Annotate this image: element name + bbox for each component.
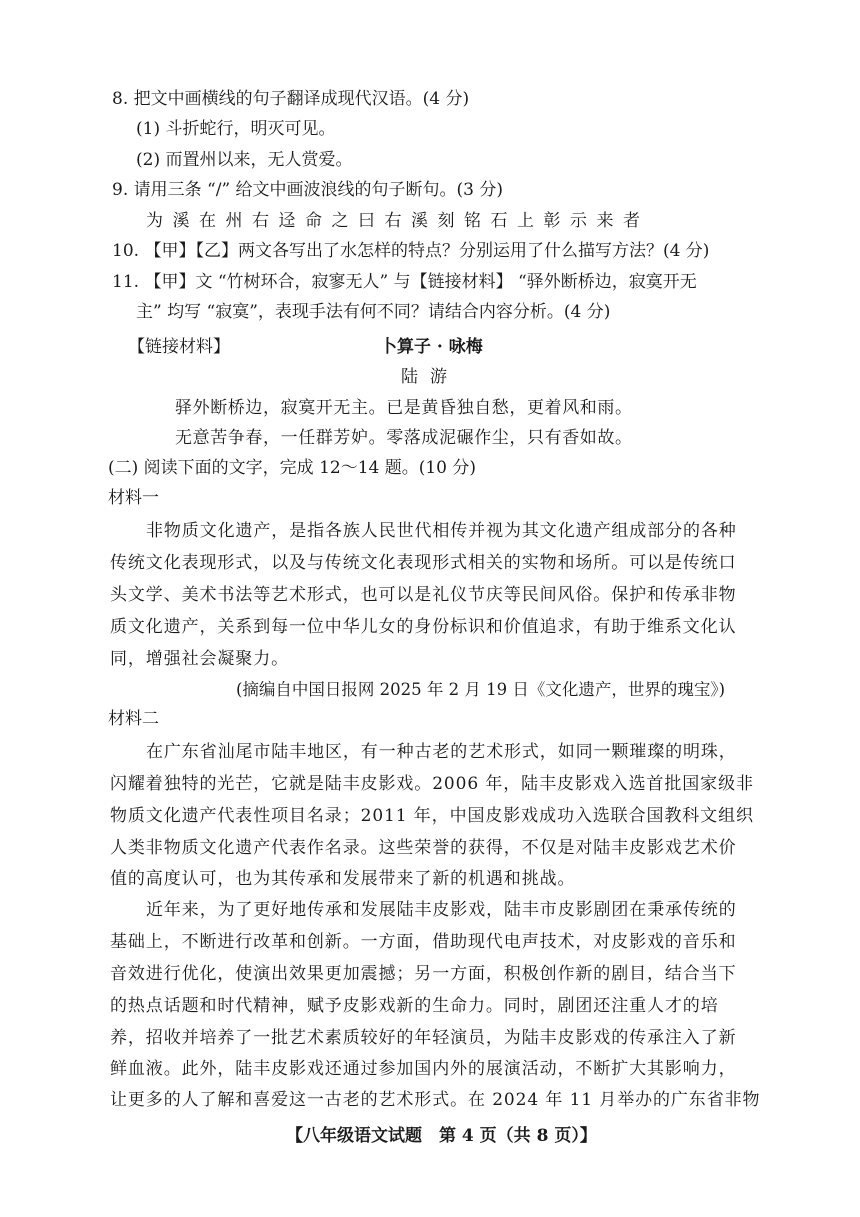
material-2-para-1-line: 闪耀着独特的光芒，它就是陆丰皮影戏。2006 年，陆丰皮影戏入选首批国家级非 (110, 774, 754, 794)
poem-line-2: 无意苦争春，一任群芳妒。零落成泥碾作尘，只有香如故。 (175, 428, 633, 448)
link-material-label: 【链接材料】 (128, 337, 230, 357)
material-2-para-2-line: 鲜血液。此外，陆丰皮影戏还通过参加国内外的展演活动，不断扩大其影响力， (110, 1059, 737, 1079)
material-2-para-1-line: 物质文化遗产代表性项目名录；2011 年，中国皮影戏成功入选联合国教科文组织 (110, 806, 754, 826)
material-1-line: 头文学、美术书法等艺术形式，也可以是礼仪节庆等民间风俗。保护和传承非物 (110, 585, 737, 605)
material-2-para-1-line: 在广东省汕尾市陆丰地区，有一种古老的艺术形式，如同一颗璀璨的明珠， (146, 742, 737, 762)
material-2-para-1-line: 值的高度认可，也为其传承和发展带来了新的机遇和挑战。 (110, 869, 576, 889)
material-2-para-2-line: 让更多的人了解和喜爱这一古老的艺术形式。在 2024 年 11 月举办的广东省非物 (110, 1090, 761, 1110)
question-11-stem-line1: 11. 【甲】文 “竹树环合，寂寥无人” 与【链接材料】 “驿外断桥边，寂寞开无 (112, 272, 697, 292)
poem-line-1: 驿外断桥边，寂寞开无主。已是黄昏独自愁，更着风和雨。 (175, 398, 633, 418)
section-2-header: (二) 阅读下面的文字，完成 12～14 题。(10 分) (108, 458, 477, 478)
question-9-sentence: 为溪在州右迳命之曰右溪刻铭石上彰示来者 (146, 211, 650, 231)
question-8-stem: 8. 把文中画横线的句子翻译成现代汉语。(4 分) (112, 89, 470, 109)
question-8-item-2: (2) 而置州以来，无人赏爱。 (136, 150, 353, 170)
material-2-para-2-line: 音效进行优化，使演出效果更加震撼；另一方面，积极创作新的剧目，结合当下 (110, 964, 737, 984)
material-1-line: 传统文化表现形式，以及与传统文化表现形式相关的实物和场所。可以是传统口 (110, 553, 737, 573)
material-2-para-1-line: 人类非物质文化遗产代表作名录。这些荣誉的获得，不仅是对陆丰皮影戏艺术价 (110, 838, 737, 858)
poem-author: 陆游 (401, 367, 459, 387)
question-10-stem: 10. 【甲】【乙】两文各写出了水怎样的特点？分别运用了什么描写方法？(4 分) (112, 241, 710, 261)
page-footer: 【八年级语文试题 第 4 页（共 8 页）】 (286, 1126, 597, 1146)
question-9-stem: 9. 请用三条 “/” 给文中画波浪线的句子断句。(3 分) (112, 180, 504, 200)
material-1-line: 同，增强社会凝聚力。 (110, 649, 289, 669)
question-8-item-1: (1) 斗折蛇行，明灭可见。 (136, 119, 336, 139)
material-2-para-2-line: 近年来，为了更好地传承和发展陆丰皮影戏，陆丰市皮影剧团在秉承传统的 (146, 900, 737, 920)
material-1-line: 质文化遗产，关系到每一位中华儿女的身份标识和价值追求，有助于维系文化认 (110, 617, 737, 637)
material-2-para-2-line: 的热点话题和时代精神，赋予皮影戏新的生命力。同时，剧团还注重人才的培 (110, 996, 719, 1016)
material-2-label: 材料二 (108, 709, 159, 729)
material-2-para-2-line: 基础上，不断进行改革和创新。一方面，借助现代电声技术，对皮影戏的音乐和 (110, 932, 737, 952)
material-1-source: (摘编自中国日报网 2025 年 2 月 19 日《文化遗产，世界的瑰宝》) (236, 680, 726, 699)
poem-title: 卜算子 · 咏梅 (380, 337, 483, 357)
question-11-stem-line2: 主” 均写 “寂寞”，表现手法有何不同？请结合内容分析。(4 分) (136, 302, 611, 322)
material-1-label: 材料一 (108, 488, 159, 508)
material-2-para-2-line: 养，招收并培养了一批艺术素质较好的年轻演员，为陆丰皮影戏的传承注入了新 (110, 1028, 737, 1048)
material-1-line: 非物质文化遗产，是指各族人民世代相传并视为其文化遗产组成部分的各种 (146, 521, 737, 541)
